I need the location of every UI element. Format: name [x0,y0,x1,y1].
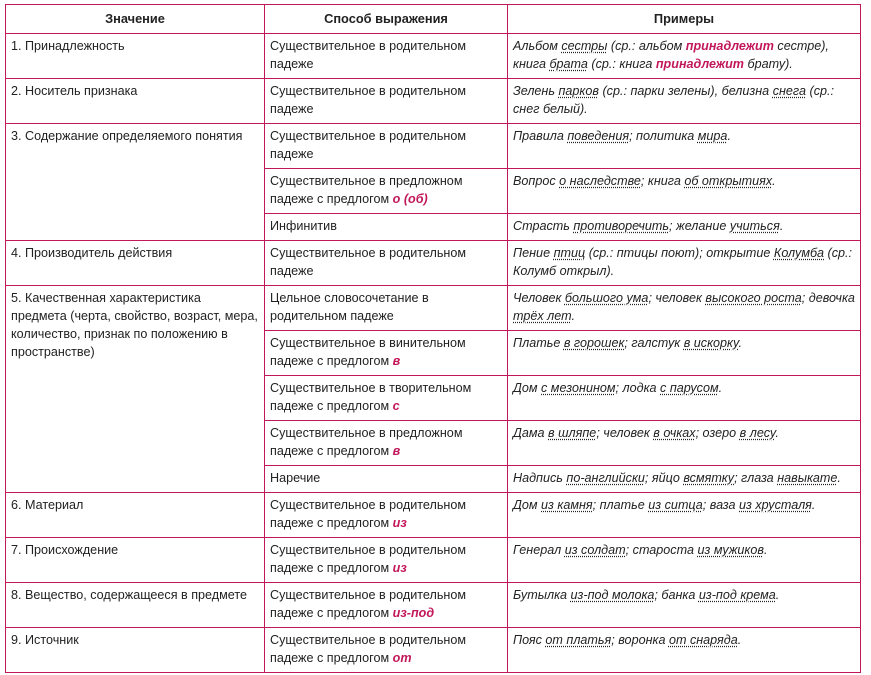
header-row [6,5,861,34]
header-meaning: Значение [6,5,265,34]
example-cell: Человек большого ума; человек высокого роста; девочка трёх лет. [508,286,861,331]
table-row [6,124,861,169]
means-cell: Существительное в родительном падеже [265,79,508,124]
grammar-table-container [5,4,861,673]
meaning-cell: 5. Качественная характеристика предмета (черта, свойство, возраст, мера, количество, признак по положению в пространстве) [6,286,265,493]
table-row [6,493,861,538]
example-cell: Дом из камня; платье из ситца; ваза из хрусталя. [508,493,861,538]
table-row [6,538,861,583]
table-row [6,583,861,628]
means-cell: Существительное в предложном падеже с предлогом в [265,421,508,466]
header-means: Способ выражения [265,5,508,34]
means-cell: Наречие [265,466,508,493]
example-cell: Вопрос о наследстве; книга об открытиях. [508,169,861,214]
means-cell: Существительное в предложном падеже с предлогом о (об) [265,169,508,214]
header-examples: Примеры [508,5,861,34]
meaning-cell: 1. Принадлежность [6,34,265,79]
example-cell: Пение птиц (ср.: птицы поют); открытие Колумба (ср.: Колумб открыл). [508,241,861,286]
example-cell: Платье в горошек; галстук в искорку. [508,331,861,376]
meaning-cell: 4. Производитель действия [6,241,265,286]
means-cell: Существительное в родительном падеже с предлогом из-под [265,583,508,628]
meaning-cell: 7. Происхождение [6,538,265,583]
table-row [6,34,861,79]
table-row [6,286,861,331]
example-cell: Бутылка из-под молока; банка из-под крема. [508,583,861,628]
example-cell: Генерал из солдат; староста из мужиков. [508,538,861,583]
means-cell: Существительное в родительном падеже с предлогом из [265,538,508,583]
table-row [6,241,861,286]
example-cell: Альбом сестры (ср.: альбом принадлежит сестре), книга брата (ср.: книга принадлежит брату). [508,34,861,79]
example-cell: Зелень парков (ср.: парки зелены), белизна снега (ср.: снег белый). [508,79,861,124]
means-cell: Существительное в винительном падеже с предлогом в [265,331,508,376]
means-cell: Существительное в родительном падеже с предлогом из [265,493,508,538]
means-cell: Существительное в родительном падеже [265,124,508,169]
example-cell: Правила поведения; политика мира. [508,124,861,169]
meaning-cell: 9. Источник [6,628,265,673]
example-cell: Дом с мезонином; лодка с парусом. [508,376,861,421]
table-row [6,79,861,124]
means-cell: Существительное в родительном падеже [265,241,508,286]
meaning-cell: 3. Содержание определяемого понятия [6,124,265,241]
table-row [6,628,861,673]
means-cell: Существительное в родительном падеже с предлогом от [265,628,508,673]
meaning-cell: 6. Материал [6,493,265,538]
example-cell: Пояс от платья; воронка от снаряда. [508,628,861,673]
genitive-meanings-table [5,4,861,673]
means-cell: Цельное словосочетание в родительном падеже [265,286,508,331]
example-cell: Надпись по-английски; яйцо всмятку; глаза навыкате. [508,466,861,493]
means-cell: Инфинитив [265,214,508,241]
meaning-cell: 8. Вещество, содержащееся в предмете [6,583,265,628]
example-cell: Дама в шляпе; человек в очках; озеро в лесу. [508,421,861,466]
means-cell: Существительное в родительном падеже [265,34,508,79]
meaning-cell: 2. Носитель признака [6,79,265,124]
means-cell: Существительное в творительном падеже с предлогом с [265,376,508,421]
example-cell: Страсть противоречить; желание учиться. [508,214,861,241]
